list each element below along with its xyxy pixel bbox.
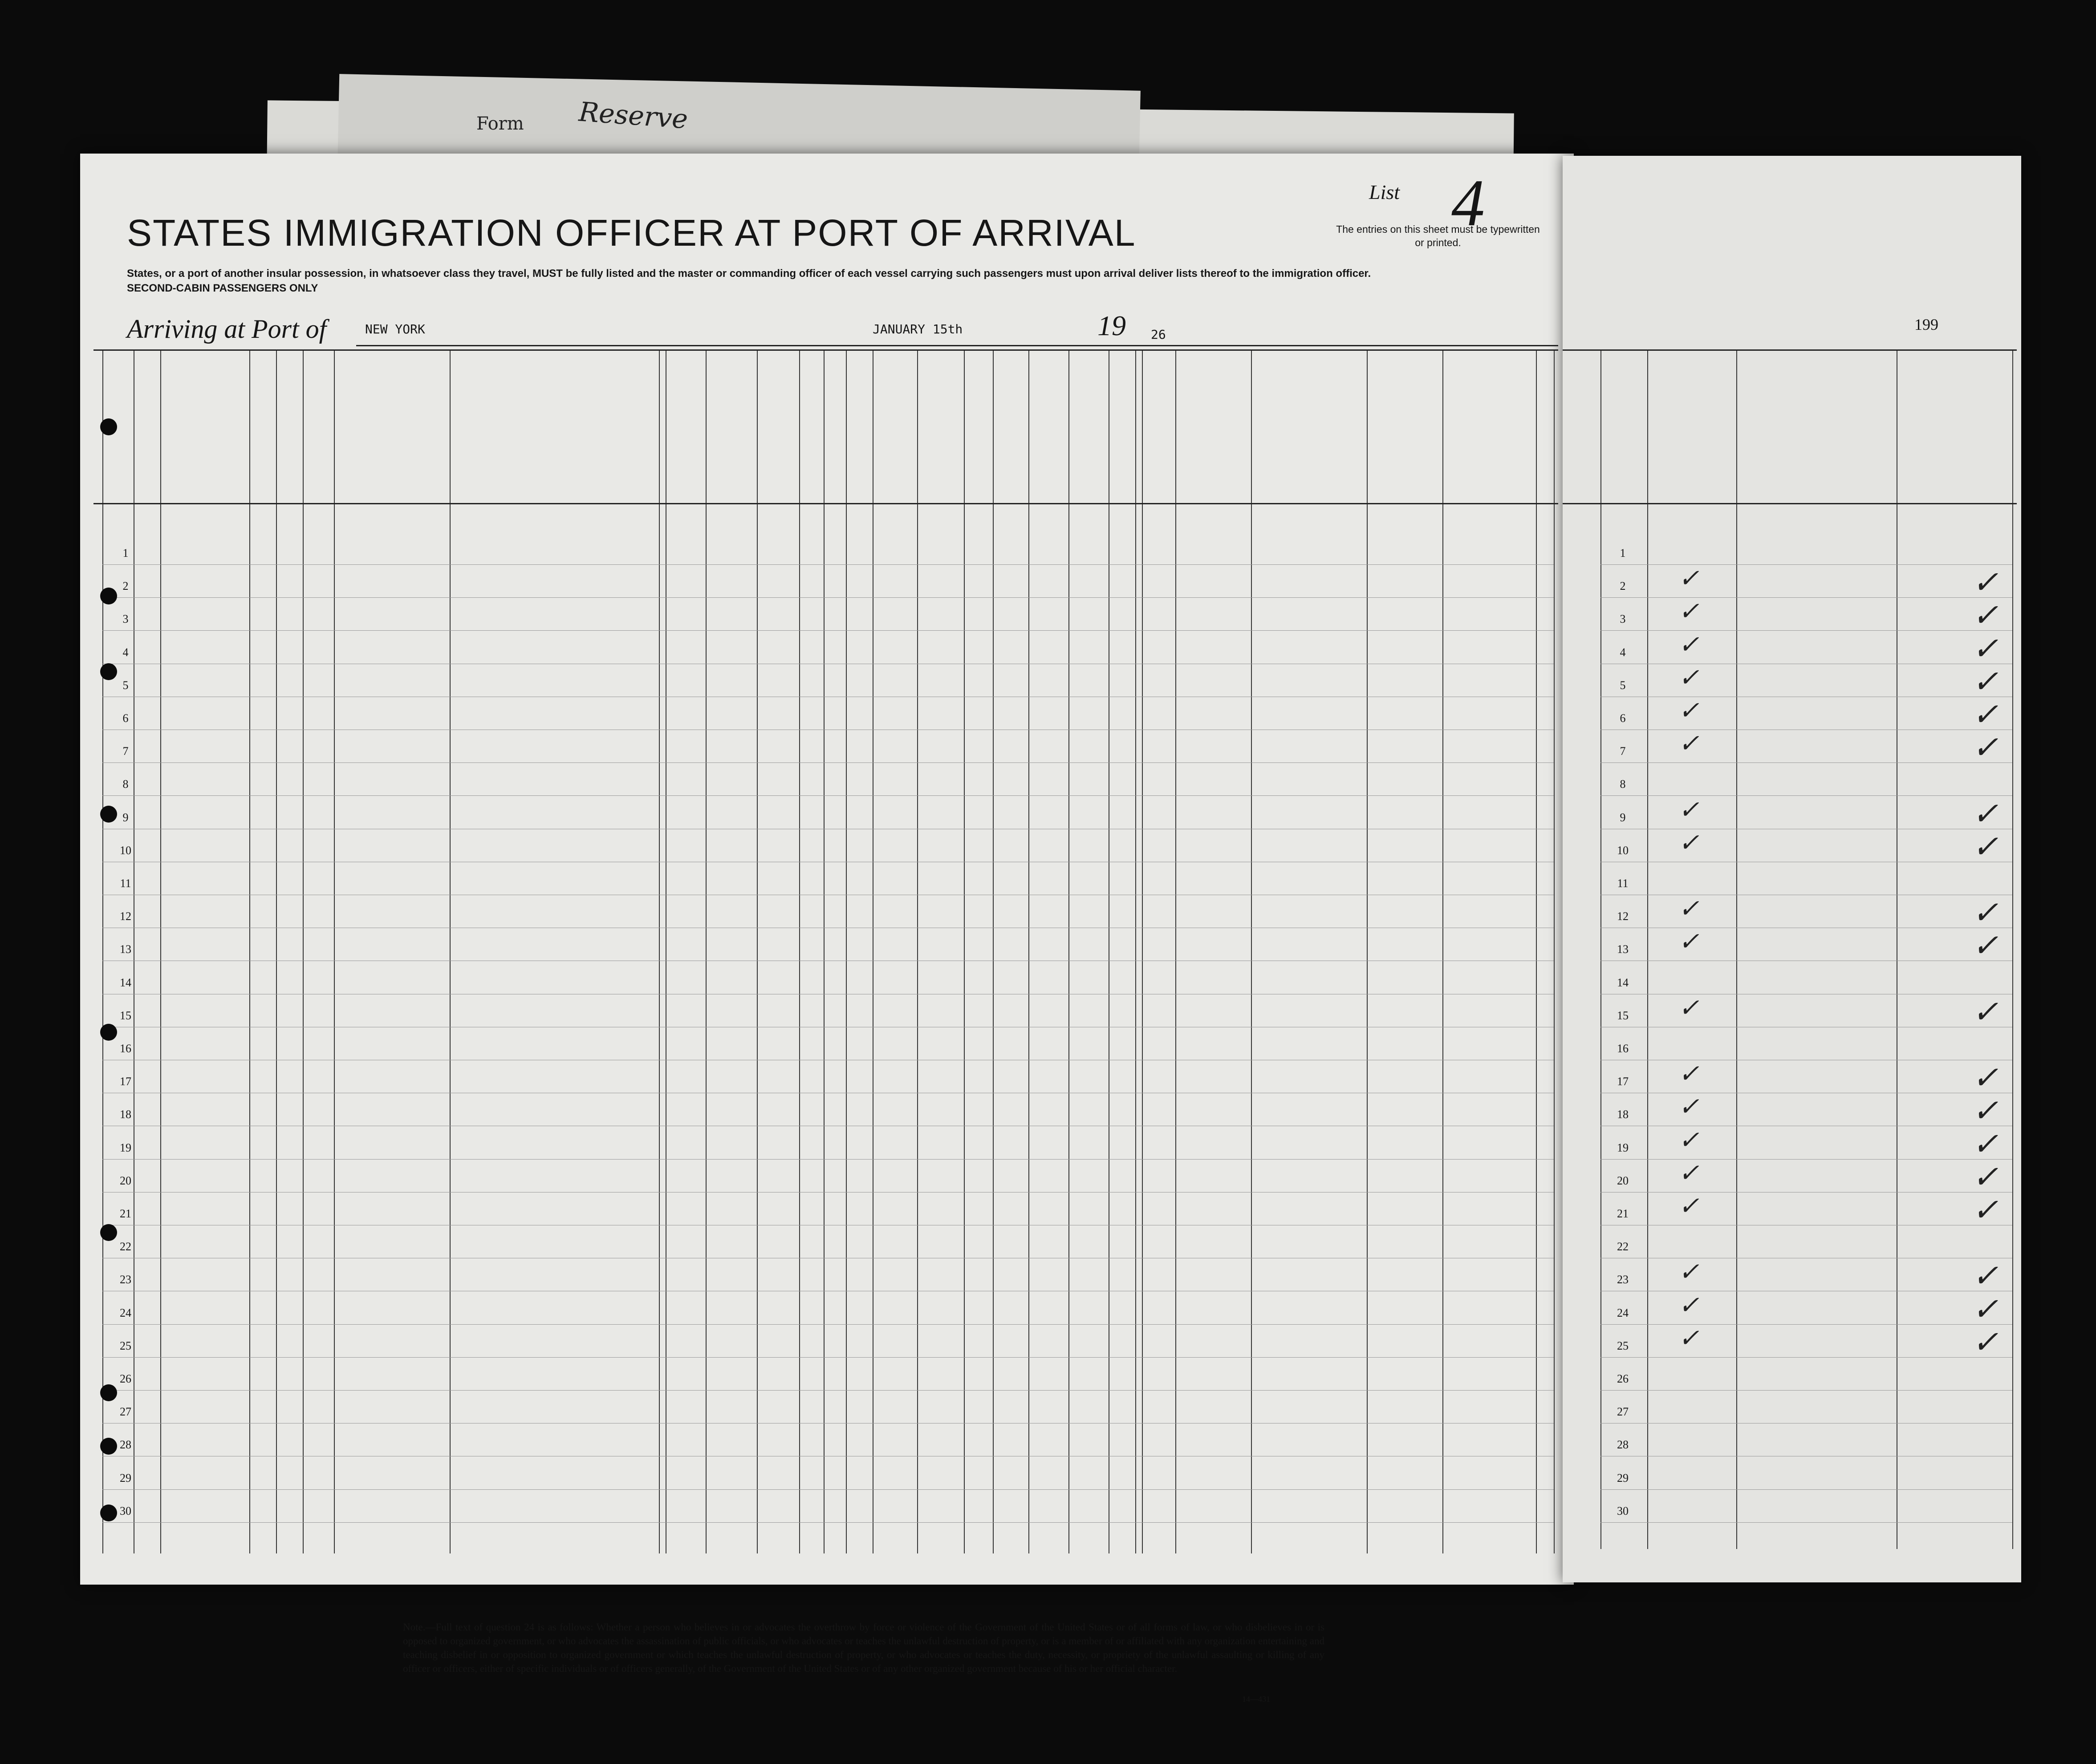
row-number-right: 1: [1620, 547, 1626, 560]
list-number: 4: [1451, 166, 1485, 240]
grid-line: [334, 349, 335, 1553]
row-number: 16: [120, 1042, 131, 1055]
grid-line: [964, 349, 965, 1553]
row-rule: [1600, 630, 2012, 631]
grid-line: [1442, 349, 1443, 1553]
row-number: 20: [120, 1174, 131, 1187]
grid-line: [1367, 349, 1368, 1553]
form-code: 14—431: [1242, 1695, 1270, 1703]
row-number: 8: [122, 778, 129, 791]
row-number: 11: [120, 877, 131, 890]
row-number-right: 19: [1617, 1141, 1629, 1154]
row-number: 15: [120, 1009, 131, 1022]
row-number-right: 15: [1617, 1009, 1629, 1022]
row-number-right: 12: [1617, 910, 1629, 923]
row-number: 7: [122, 745, 129, 758]
row-number-right: 30: [1617, 1504, 1629, 1517]
port-field: NEW YORK: [365, 322, 425, 337]
row-rule: [102, 1159, 1554, 1160]
grid-line: [450, 349, 451, 1553]
punch-hole: [100, 663, 117, 680]
check-mark: ✓: [1972, 1193, 1999, 1228]
header-rule: [1563, 503, 2017, 504]
row-number-right: 11: [1617, 877, 1629, 890]
row-number: 9: [122, 811, 129, 824]
check-mark: ✓: [1678, 1060, 1699, 1088]
arriving-label: Arriving at Port of: [127, 314, 327, 344]
class-line: SECOND-CABIN PASSENGERS ONLY: [127, 282, 318, 294]
row-number-right: 4: [1620, 645, 1626, 659]
check-mark: ✓: [1678, 1126, 1699, 1154]
check-mark: ✓: [1972, 995, 1999, 1030]
row-number: 6: [122, 712, 129, 725]
check-mark: ✓: [1678, 1192, 1699, 1220]
row-rule: [1600, 564, 2012, 565]
instructions: [127, 266, 1440, 296]
header-rule: [93, 349, 1558, 351]
row-rule: [102, 597, 1554, 598]
row-number-right: 3: [1620, 612, 1626, 626]
check-mark: ✓: [1972, 1127, 1999, 1162]
grid-line: [1251, 349, 1252, 1553]
punch-hole: [100, 1438, 117, 1455]
manifest-sheet-left: [80, 154, 1574, 1585]
row-number: 22: [120, 1240, 131, 1253]
grid-line: [824, 349, 825, 1553]
row-rule: [102, 630, 1554, 631]
row-number-right: 27: [1617, 1405, 1629, 1419]
check-mark: ✓: [1678, 895, 1699, 923]
row-number-right: 5: [1620, 678, 1626, 692]
check-mark: ✓: [1972, 896, 1999, 931]
row-number-right: 23: [1617, 1273, 1629, 1286]
check-mark: ✓: [1678, 796, 1699, 824]
row-rule: [1600, 1390, 2012, 1391]
check-mark: ✓: [1972, 1160, 1999, 1195]
check-mark: ✓: [1678, 1324, 1699, 1352]
row-number-right: 29: [1617, 1471, 1629, 1484]
check-mark: ✓: [1972, 1061, 1999, 1096]
back-handwriting: Reserve: [577, 96, 689, 135]
row-number-right: 13: [1617, 943, 1629, 956]
row-number: 12: [120, 910, 131, 923]
row-rule: [1600, 1489, 2012, 1490]
check-mark: ✓: [1678, 631, 1699, 659]
row-number: 26: [120, 1372, 131, 1385]
grid-line: [1175, 349, 1176, 1553]
row-number-right: 22: [1617, 1240, 1629, 1253]
check-mark: ✓: [1678, 598, 1699, 626]
row-number: 1: [122, 547, 129, 560]
grid-line: [1068, 349, 1069, 1553]
punch-hole: [100, 1024, 117, 1041]
row-number: 19: [120, 1141, 131, 1154]
check-mark: ✓: [1972, 698, 1999, 732]
row-number-right: 25: [1617, 1339, 1629, 1352]
row-number-right: 6: [1620, 712, 1626, 725]
date-field: JANUARY 15th: [873, 322, 963, 337]
row-rule: [1600, 597, 2012, 598]
grid-line: [102, 349, 103, 1553]
row-rule: [1600, 1522, 2012, 1523]
row-number-right: 20: [1617, 1174, 1629, 1187]
punch-hole: [100, 418, 117, 435]
row-number-right: 10: [1617, 843, 1629, 857]
row-number: 24: [120, 1306, 131, 1319]
row-number-right: 17: [1617, 1075, 1629, 1088]
row-number-right: 18: [1617, 1108, 1629, 1121]
list-note: The entries on this sheet must be typewritten or printed.: [1336, 223, 1540, 248]
manifest-sheet-right: [1563, 156, 2021, 1582]
check-mark: ✓: [1972, 632, 1999, 666]
row-number-right: 21: [1617, 1207, 1629, 1220]
row-rule: [1600, 1357, 2012, 1358]
grid-line: [917, 349, 918, 1553]
row-rule: [102, 1489, 1554, 1490]
grid-line: [1135, 349, 1136, 1553]
check-mark: ✓: [1972, 1259, 1999, 1294]
row-number-right: 9: [1620, 811, 1626, 824]
row-rule: [102, 762, 1554, 763]
row-rule: [102, 1357, 1554, 1358]
row-rule: [1600, 1324, 2012, 1325]
check-mark: ✓: [1678, 664, 1699, 692]
row-number: 2: [122, 580, 129, 593]
check-mark: ✓: [1972, 1094, 1999, 1129]
row-number-right: 28: [1617, 1438, 1629, 1452]
check-mark: ✓: [1972, 830, 1999, 864]
back-form-label: Form: [476, 114, 524, 134]
list-label: List: [1369, 181, 1400, 203]
row-rule: [102, 1390, 1554, 1391]
check-mark: ✓: [1972, 566, 1999, 600]
check-mark: ✓: [1678, 1159, 1699, 1187]
arriving-underline: [356, 345, 1558, 346]
grid-line: [1028, 349, 1029, 1553]
row-number: 29: [120, 1471, 131, 1484]
row-number: 25: [120, 1339, 131, 1352]
row-number-right: 8: [1620, 778, 1626, 791]
punch-hole: [100, 1224, 117, 1241]
check-mark: ✓: [1678, 730, 1699, 758]
grid-line: [1647, 349, 1648, 1549]
row-number: 14: [120, 976, 131, 989]
check-mark: ✓: [1678, 1258, 1699, 1286]
punch-hole: [100, 588, 117, 604]
row-number-right: 26: [1617, 1372, 1629, 1385]
year-prefix: 19: [1097, 310, 1126, 341]
row-number: 30: [120, 1504, 131, 1517]
grid-line: [659, 349, 660, 1553]
grid-line: [1536, 349, 1537, 1553]
row-number: 10: [120, 843, 131, 857]
check-mark: ✓: [1678, 928, 1699, 956]
check-mark: ✓: [1972, 1325, 1999, 1360]
check-mark: ✓: [1972, 1292, 1999, 1327]
grid-line: [706, 349, 707, 1553]
row-rule: [1600, 795, 2012, 796]
row-rule: [102, 1324, 1554, 1325]
check-mark: ✓: [1678, 565, 1699, 593]
row-rule: [102, 564, 1554, 565]
row-number-right: 24: [1617, 1306, 1629, 1319]
grid-line: [276, 349, 277, 1553]
check-mark: ✓: [1678, 1093, 1699, 1121]
check-mark: ✓: [1972, 929, 1999, 964]
punch-hole: [100, 1504, 117, 1521]
check-mark: ✓: [1678, 994, 1699, 1022]
grid-line: [303, 349, 304, 1553]
check-mark: ✓: [1972, 599, 1999, 633]
grid-line: [1142, 349, 1143, 1553]
page-title: STATES IMMIGRATION OFFICER AT PORT OF ARRIVAL: [127, 212, 1136, 254]
grid-line: [1554, 349, 1555, 1553]
header-rule: [1563, 349, 2017, 351]
check-mark: ✓: [1972, 731, 1999, 766]
grid-line: [993, 349, 994, 1553]
row-number: 23: [120, 1273, 131, 1286]
row-number-right: 7: [1620, 745, 1626, 758]
grid-line: [846, 349, 847, 1553]
row-number-right: 14: [1617, 976, 1629, 989]
row-number: 27: [120, 1405, 131, 1419]
page-number: 199: [1914, 316, 1938, 333]
instructions-text: States, or a port of another insular possession, in whatsoever class they travel, MUST be fully listed and the master or commanding officer of each vessel carrying such passengers must upon arrival deliver lists thereof to the immigration officer.: [127, 268, 1371, 280]
row-number: 5: [122, 678, 129, 692]
header-rule: [93, 503, 1558, 504]
punch-hole: [100, 806, 117, 823]
check-mark: ✓: [1678, 697, 1699, 725]
row-rule: [1600, 762, 2012, 763]
check-mark: ✓: [1678, 829, 1699, 857]
grid-line: [757, 349, 758, 1553]
grid-line: [160, 349, 161, 1553]
row-number-right: 16: [1617, 1042, 1629, 1055]
row-number: 4: [122, 645, 129, 659]
check-mark: ✓: [1972, 665, 1999, 699]
year-suffix: 26: [1151, 327, 1166, 342]
row-number: 3: [122, 612, 129, 626]
grid-line: [249, 349, 250, 1553]
check-mark: ✓: [1678, 1291, 1699, 1319]
row-rule: [1600, 1159, 2012, 1160]
punch-hole: [100, 1384, 117, 1401]
row-number: 18: [120, 1108, 131, 1121]
row-number: 21: [120, 1207, 131, 1220]
row-rule: [102, 1522, 1554, 1523]
footnote: Note.—Full text of question 24 is as follows: Whether a person who believes in or advocates the overthrow by force or violence of the Government of the United States or of all forms of law, or who disbelieves in or is opposed to organized government, or who advocates the assassination of public officials, or who advocates or teaches the unlawful destruction of property, or is a member of or affiliated with any organization entertaining and teaching disbelief in or opposition to organized government or which teaches the unlawful destruction of property, or who advocates or teaches the duty, necessity, or propriety of the unlawful assaulting or killing of any officer or officers, either of specific individuals or of officers generally, of the Government of the United States or of any other organized government because of his or her official character.: [403, 1622, 1324, 1674]
grid-line: [799, 349, 800, 1553]
row-number: 28: [120, 1438, 131, 1452]
row-rule: [102, 795, 1554, 796]
check-mark: ✓: [1972, 797, 1999, 831]
row-number: 17: [120, 1075, 131, 1088]
grid-line: [1736, 349, 1737, 1549]
row-number-right: 2: [1620, 580, 1626, 593]
grid-line: [2012, 349, 2013, 1549]
row-number: 13: [120, 943, 131, 956]
grid-line: [1600, 349, 1601, 1549]
